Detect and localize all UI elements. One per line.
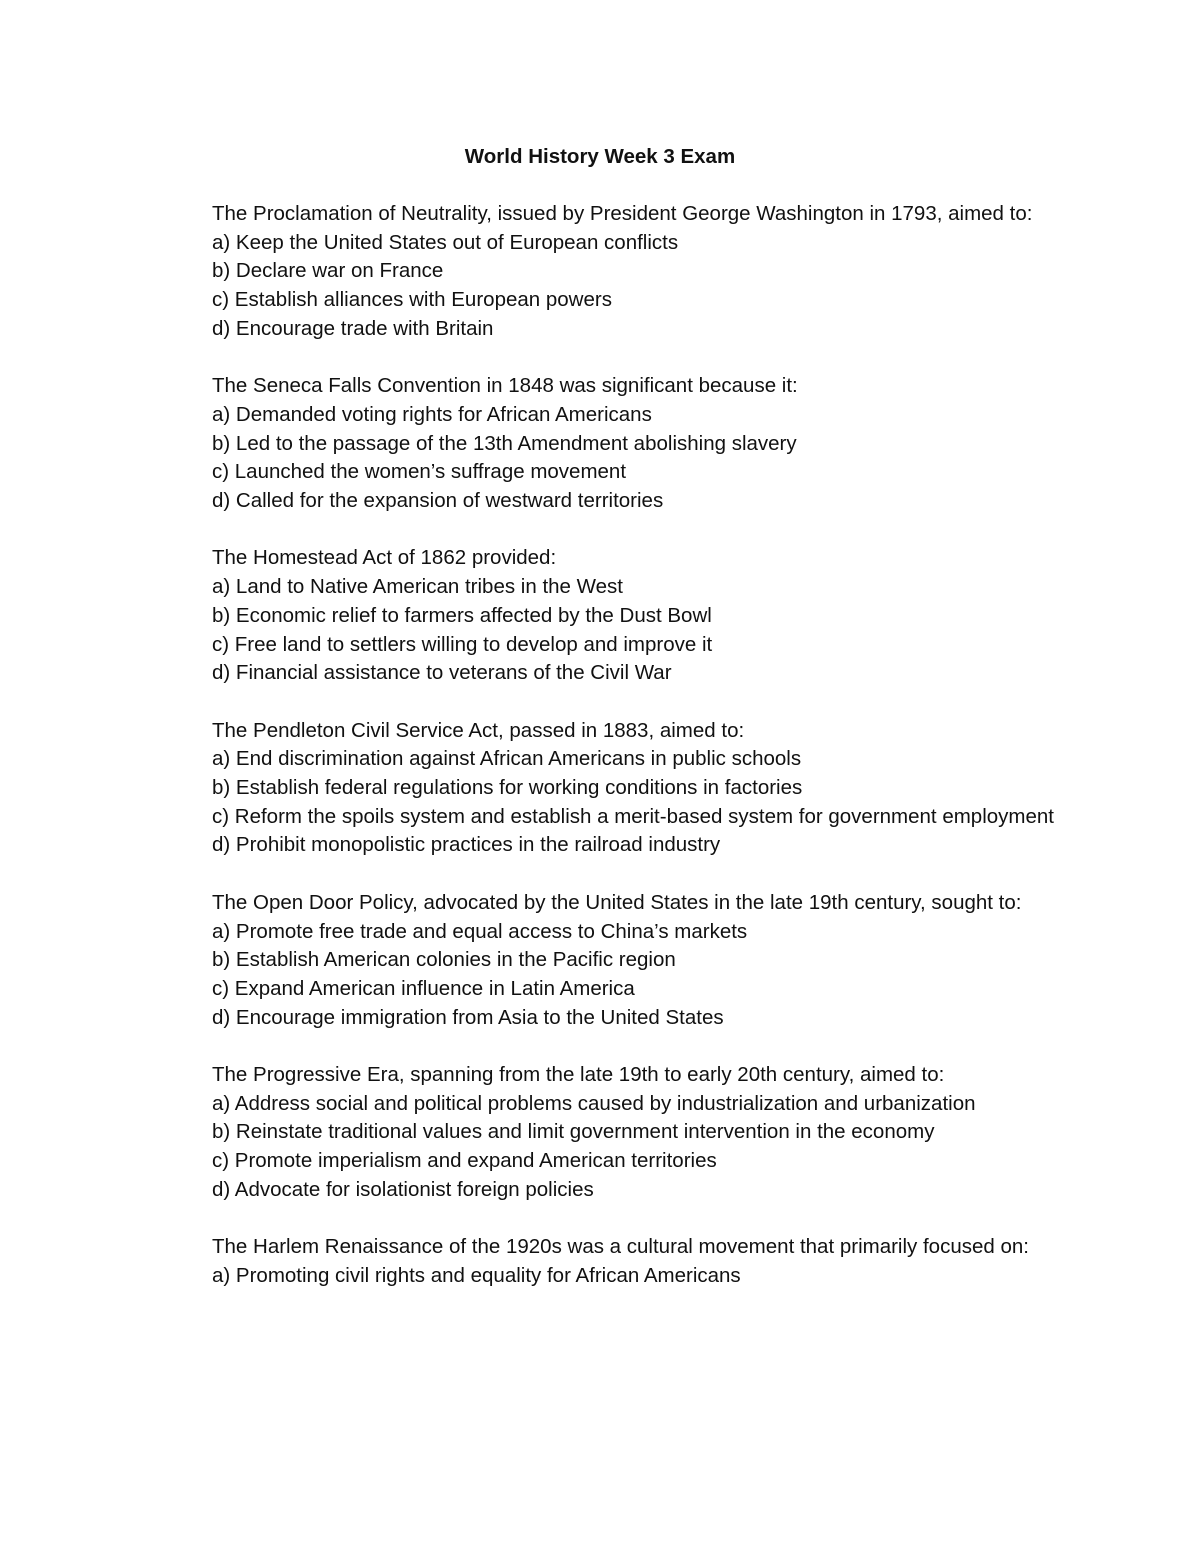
question-text: The Progressive Era, spanning from the late 19th to early 20th century, aimed to:	[212, 1063, 945, 1087]
answer-option: a) End discrimination against African Americans in public schools	[212, 747, 802, 771]
answer-option: c) Free land to settlers willing to develop and improve it	[212, 632, 713, 656]
answer-options	[212, 745, 1062, 860]
answer-options	[212, 229, 1062, 344]
question-text: The Open Door Policy, advocated by the United States in the late 19th century, sought to:	[212, 890, 1022, 914]
answer-option: d) Financial assistance to veterans of the Civil War	[212, 661, 672, 685]
answer-option: d) Advocate for isolationist foreign policies	[212, 1177, 594, 1201]
answer-option: c) Promote imperialism and expand American territories	[212, 1149, 717, 1173]
question-block	[212, 717, 1062, 861]
answer-option: a) Demanded voting rights for African Americans	[212, 402, 652, 426]
answer-option: a) Address social and political problems caused by industrialization and urbanization	[212, 1091, 976, 1115]
answer-options	[212, 1262, 1062, 1291]
question-text: The Seneca Falls Convention in 1848 was significant because it:	[212, 374, 798, 398]
answer-option: b) Establish American colonies in the Pacific region	[212, 948, 676, 972]
question-list	[212, 200, 1062, 1319]
answer-option: d) Encourage trade with Britain	[212, 316, 494, 340]
question-block	[212, 372, 1062, 516]
answer-options	[212, 1090, 1062, 1205]
answer-option: c) Reform the spoils system and establish a merit-based system for government employment	[212, 804, 1054, 828]
answer-options	[212, 573, 1062, 688]
answer-options	[212, 918, 1062, 1033]
question-text: The Proclamation of Neutrality, issued by President George Washington in 1793, aimed to:	[212, 202, 1033, 225]
answer-option: b) Led to the passage of the 13th Amendment abolishing slavery	[212, 431, 797, 455]
answer-options	[212, 401, 1062, 516]
answer-option: a) Promote free trade and equal access to China’s markets	[212, 919, 748, 943]
answer-option: d) Encourage immigration from Asia to the United States	[212, 1005, 724, 1029]
answer-option: d) Prohibit monopolistic practices in the railroad industry	[212, 833, 721, 857]
answer-option: c) Launched the women’s suffrage movement	[212, 460, 627, 484]
question-text: The Homestead Act of 1862 provided:	[212, 546, 557, 570]
answer-option: b) Economic relief to farmers affected by the Dust Bowl	[212, 603, 712, 627]
question-block	[212, 1061, 1062, 1205]
question-block	[212, 200, 1062, 344]
answer-option: b) Declare war on France	[212, 259, 444, 283]
answer-option: c) Establish alliances with European powers	[212, 288, 612, 312]
question-block	[212, 1233, 1062, 1290]
question-block	[212, 889, 1062, 1033]
answer-option: d) Called for the expansion of westward territories	[212, 489, 664, 513]
answer-option: a) Land to Native American tribes in the West	[212, 575, 623, 599]
question-block	[212, 544, 1062, 688]
answer-option: b) Establish federal regulations for working conditions in factories	[212, 776, 803, 800]
question-text: The Pendleton Civil Service Act, passed in 1883, aimed to:	[212, 718, 745, 742]
answer-option: a) Promoting civil rights and equality for African Americans	[212, 1263, 741, 1287]
document-title: World History Week 3 Exam	[464, 145, 736, 168]
answer-option: b) Reinstate traditional values and limit government intervention in the economy	[212, 1120, 935, 1144]
answer-option: a) Keep the United States out of European conflicts	[212, 230, 679, 254]
answer-option: c) Expand American influence in Latin America	[212, 976, 635, 1000]
question-text: The Harlem Renaissance of the 1920s was a cultural movement that primarily focused on:	[212, 1235, 1029, 1259]
